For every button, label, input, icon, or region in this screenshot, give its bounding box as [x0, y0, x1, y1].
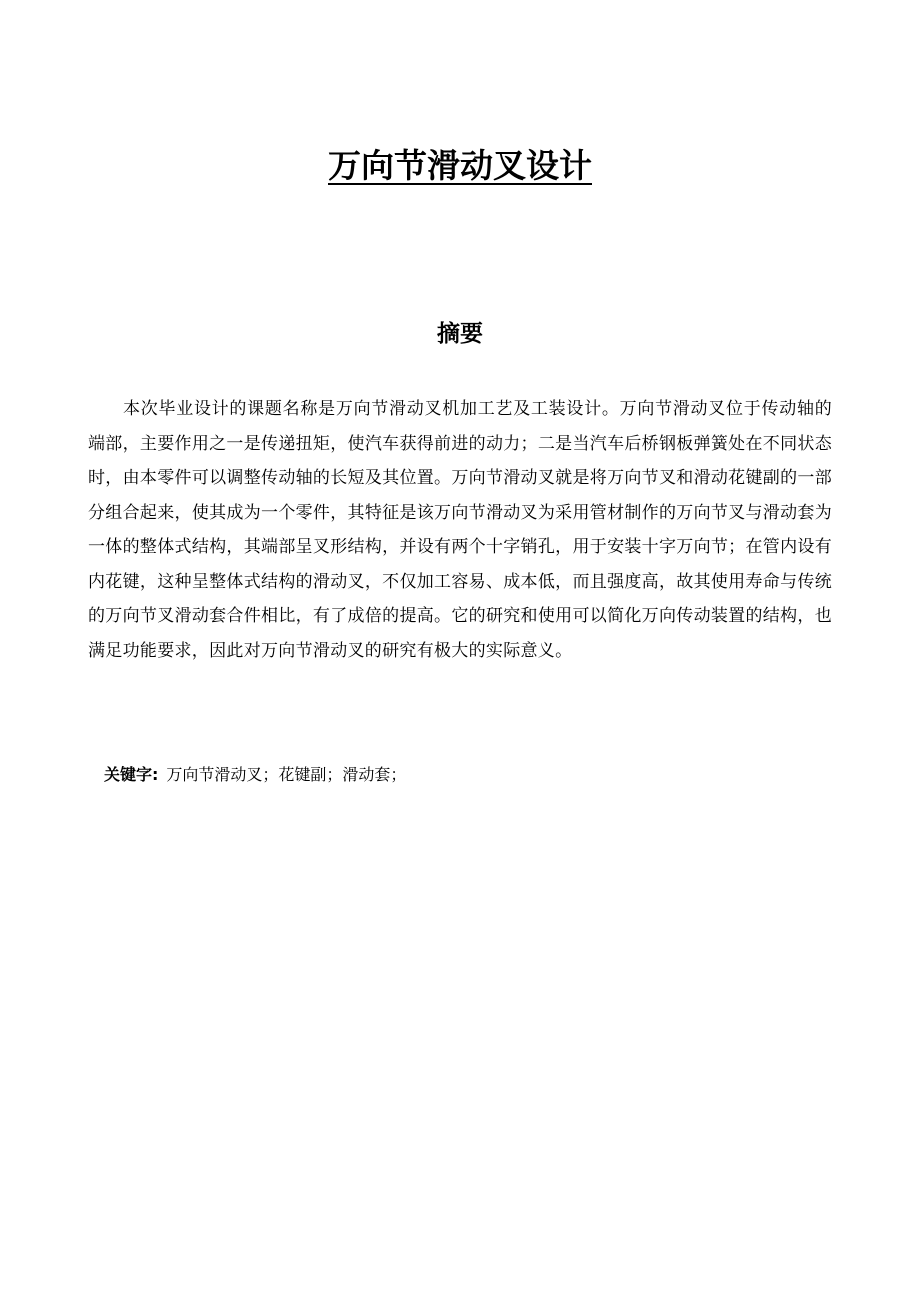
abstract-heading: 摘要 [437, 321, 483, 347]
abstract-paragraph: 本次毕业设计的课题名称是万向节滑动叉机加工艺及工装设计。万向节滑动叉位于传动轴的端部，主要作用之一是传递扭矩，使汽车获得前进的动力；二是当汽车后桥钢板弹簧处在不同状态时，由本零件可以调整传动轴的长短及其位置。万向节滑动叉就是将万向节叉和滑动花键副的一部分组合起来，使其成为一个零件，其特征是该万向节滑动叉为采用管材制作的万向节叉与滑动套为一体的整体式结构，其端部呈叉形结构，并设有两个十字销孔，用于安装十字万向节；在管内设有内花键，这种呈整体式结构的滑动叉，不仅加工容易、成本低，而且强度高，故其使用寿命与传统的万向节叉滑动套合件相比，有了成倍的提高。它的研究和使用可以简化万向传动装置的结构，也满足功能要求，因此对万向节滑动叉的研究有极大的实际意义。 [88, 399, 832, 661]
keywords-values: 万向节滑动叉；花键副；滑动套； [166, 765, 407, 784]
keywords-line [104, 760, 824, 790]
document-title [0, 142, 920, 190]
keywords-label: 关键字: [104, 765, 159, 784]
document-title-text: 万向节滑动叉设计 [328, 146, 592, 185]
